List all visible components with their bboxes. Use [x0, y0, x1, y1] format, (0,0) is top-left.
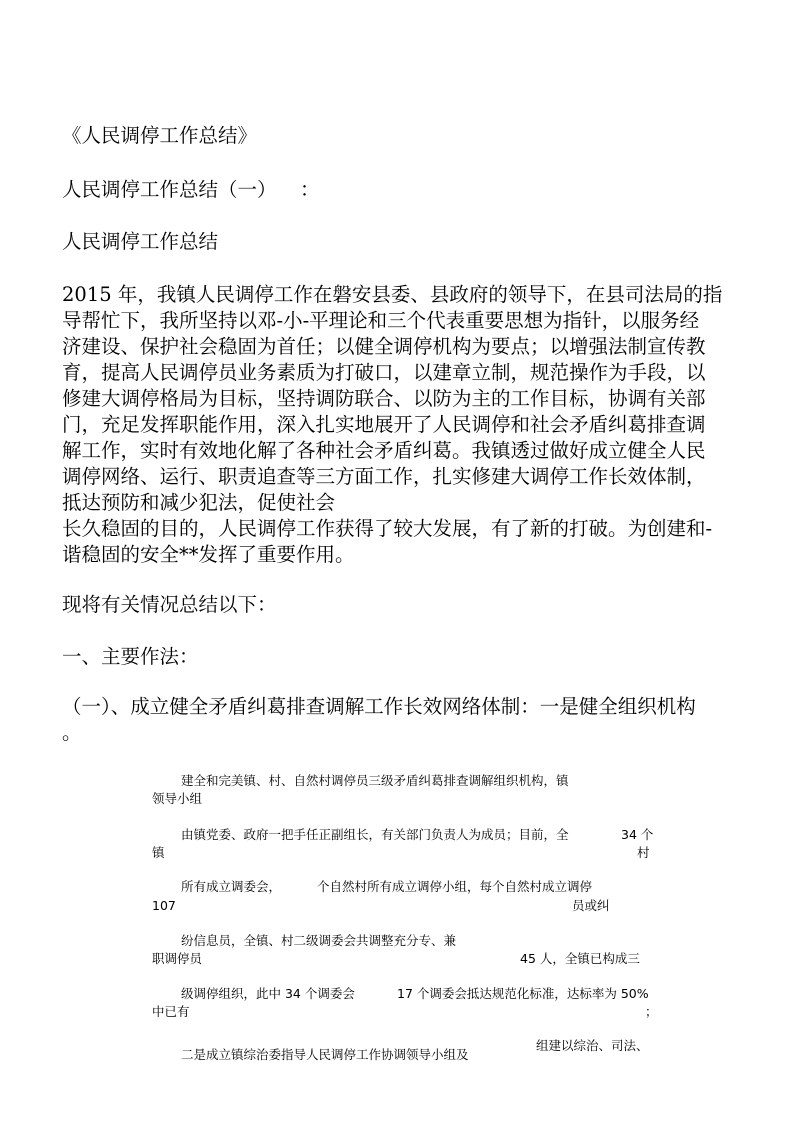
small-line: 员或纠	[572, 898, 610, 913]
small-line: 纷信息员，全镇、村二级调委会共调整充分专、兼	[181, 933, 457, 948]
document-subtitle: 人民调停工作总结（一）	[62, 178, 277, 201]
paragraph-line: 育，提高人民调停员业务素质为打破口，以建章立制，规范操作为手段，以	[62, 361, 706, 384]
paragraph-line: 2015 年，我镇人民调停工作在磐安县委、县政府的领导下，在县司法局的指	[62, 283, 723, 306]
subsection-line-end: 。	[62, 721, 82, 744]
paragraph-line: 修建大调停格局为目标，坚持调防联合、以防为主的工作目标，协调有关部	[62, 387, 706, 410]
small-line: 所有成立调委会，	[181, 879, 282, 894]
small-line: 由镇党委、政府一把手任正副组长，有关部门负责人为成员；目前，全	[181, 827, 569, 842]
small-line: 领导小组	[152, 791, 203, 806]
small-line: 中已有	[152, 1004, 190, 1019]
small-line: 镇	[152, 845, 165, 860]
paragraph-line: 抵达预防和减少犯法，促使社会	[62, 491, 336, 514]
small-line: 村	[637, 845, 650, 860]
small-line: 职调停员	[152, 951, 203, 966]
document-heading: 人民调停工作总结	[62, 230, 219, 253]
summary-intro: 现将有关情况总结以下：	[62, 593, 277, 616]
subtitle-colon: ：	[300, 178, 320, 201]
small-line: 组建以综治、司法、	[536, 1038, 649, 1053]
paragraph-line: 调停网络、运行、职责追查等三方面工作，扎实修建大调停工作长效体制，	[62, 465, 706, 488]
small-line: 17 个调委会抵达规范化标准，达标率为 50%	[397, 986, 649, 1001]
paragraph-line: 导帮忙下，我所坚持以邓-小-平理论和三个代表重要思想为指针，以服务经	[62, 309, 700, 332]
small-line: 34 个	[621, 827, 654, 842]
small-line: 二是成立镇综治委指导人民调停工作协调领导小组及	[181, 1047, 469, 1062]
paragraph-line: 谐稳固的安全**发挥了重要作用。	[62, 543, 355, 566]
small-line: 级调停组织，此中 34 个调委会	[181, 986, 355, 1001]
document-title: 《人民调停工作总结》	[62, 124, 258, 147]
section-heading-one: 一、主要作法：	[62, 645, 199, 668]
small-line: 45 人，全镇已构成三	[520, 951, 640, 966]
paragraph-line: 解工作，实时有效地化解了各种社会矛盾纠葛。我镇透过做好成立健全人民	[62, 439, 706, 462]
paragraph-line: 济建设、保护社会稳固为首任；以健全调停机构为要点；以增强法制宣传教	[62, 335, 706, 358]
subsection-line: （一）、成立健全矛盾纠葛排查调解工作长效网络体制：一是健全组织机构	[62, 695, 696, 718]
small-line: 个自然村所有成立调停小组，每个自然村成立调停	[317, 879, 593, 894]
paragraph-line: 长久稳固的目的，人民调停工作获得了较大发展，有了新的打破。为创建和-	[62, 517, 713, 540]
paragraph-line: 门，充足发挥职能作用，深入扎实地展开了人民调停和社会矛盾纠葛排查调	[62, 413, 706, 436]
small-line: ；	[645, 1004, 658, 1019]
small-line: 107	[152, 898, 176, 913]
small-line: 建全和完美镇、村、自然村调停员三级矛盾纠葛排查调解组织机构，镇	[181, 773, 569, 788]
